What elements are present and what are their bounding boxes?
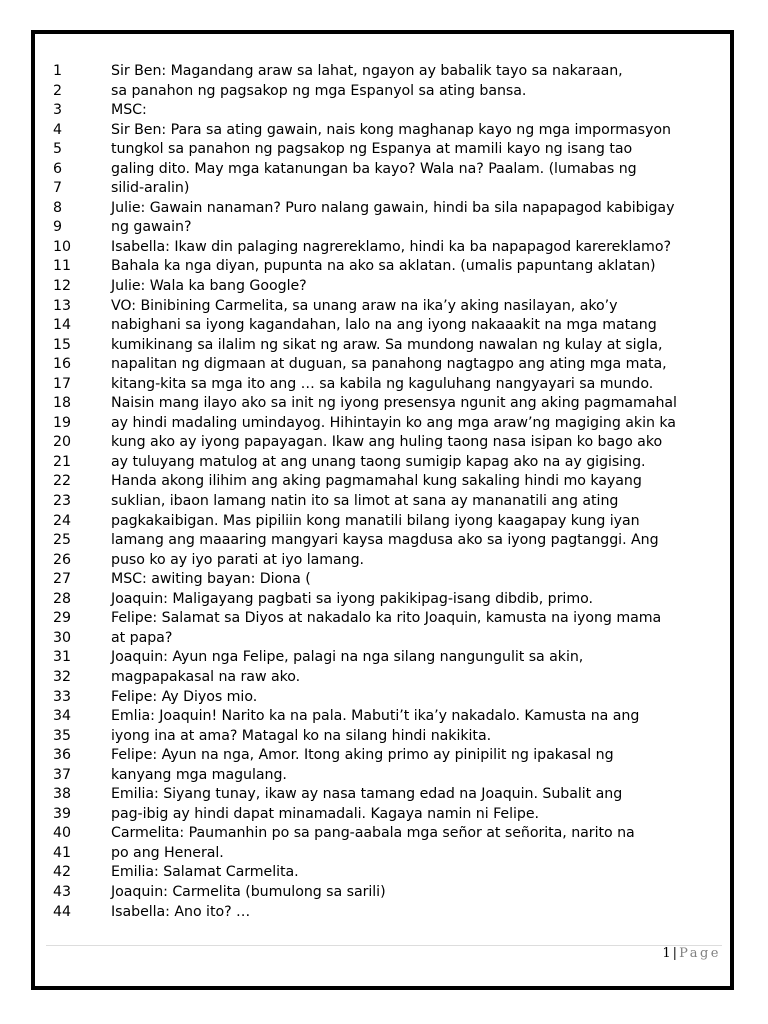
line-number: 25 [53,532,72,549]
line-number: 15 [53,336,72,353]
line-number: 26 [53,551,72,568]
line-text: ay tuluyang matulog at ang unang taong sumigip kapag ako na ay gigising. [111,453,646,470]
line-text: Isabella: Ano ito? … [111,903,251,920]
line-number: 12 [53,278,72,295]
line-number: 24 [53,512,72,529]
script-line [53,140,743,160]
line-text: silid-aralin) [111,180,190,197]
line-number: 20 [53,434,72,451]
line-text: ay hindi madaling umindayog. Hihintayin ko ang mga araw’ng magiging akin ka [111,414,676,431]
line-text: Isabella: Ikaw din palaging nagrereklamo, hindi ka ba napapagod karereklamo? [111,238,671,255]
line-text: puso ko ay iyo parati at iyo lamang. [111,551,365,568]
line-number: 34 [53,708,72,725]
line-text: Carmelita: Paumanhin po sa pang-aabala mga señor at señorita, narito na [111,825,635,842]
script-line [53,472,743,492]
line-text: Julie: Wala ka bang Google? [111,278,307,295]
script-line [53,688,743,708]
script-line [53,590,743,610]
script-line [53,433,743,453]
script-line [53,766,743,786]
script-line [53,707,743,727]
line-number: 29 [53,610,72,627]
script-line [53,824,743,844]
script-line [53,746,743,766]
script-line [53,551,743,571]
script-line [53,82,743,102]
line-text: Joaquin: Ayun nga Felipe, palagi na nga silang nangungulit sa akin, [111,649,584,666]
line-text: Emilia: Siyang tunay, ikaw ay nasa tamang edad na Joaquin. Subalit ang [111,786,623,803]
line-text: Sir Ben: Para sa ating gawain, nais kong maghanap kayo ng mga impormasyon [111,121,671,138]
line-text: galing dito. May mga katanungan ba kayo? Wala na? Paalam. (lumabas ng [111,160,637,177]
line-text: Emilia: Salamat Carmelita. [111,864,299,881]
script-line [53,648,743,668]
line-number: 41 [53,844,72,861]
line-text: iyong ina at ama? Matagal ko na silang hindi nakikita. [111,727,492,744]
line-text: Joaquin: Carmelita (bumulong sa sarili) [111,883,386,900]
line-text: nabighani sa iyong kagandahan, lalo na ang iyong nakaaakit na mga matang [111,317,657,334]
line-number: 19 [53,414,72,431]
line-number: 28 [53,590,72,607]
line-number: 35 [53,727,72,744]
line-number: 3 [53,102,63,119]
line-number: 33 [53,688,72,705]
line-number: 2 [53,82,63,99]
script-line [53,394,743,414]
line-number: 37 [53,766,72,783]
script-line [53,629,743,649]
line-number: 31 [53,649,72,666]
script-line [53,903,743,923]
script-line [53,414,743,434]
line-text: Handa akong ilihim ang aking pagmamahal kung sakaling hindi mo kayang [111,473,642,490]
page-separator: | [672,946,678,961]
line-text: kanyang mga magulang. [111,766,287,783]
line-number: 1 [53,63,63,79]
line-text: MSC: [111,102,147,119]
script-line [53,257,743,277]
page-number: 1 [662,946,671,961]
script-line [53,160,743,180]
line-text: po ang Heneral. [111,844,224,861]
line-number: 23 [53,493,72,510]
line-number: 36 [53,747,72,764]
line-number: 27 [53,571,72,588]
script-line [53,101,743,121]
line-number: 22 [53,473,72,490]
line-text: Felipe: Ay Diyos mio. [111,688,258,705]
script-line [53,453,743,473]
script-line [53,844,743,864]
line-number: 13 [53,297,72,314]
script-line [53,375,743,395]
script-line [53,805,743,825]
line-number: 5 [53,141,63,158]
line-number: 18 [53,395,72,412]
line-number: 10 [53,238,72,255]
line-number: 39 [53,805,72,822]
script-line [53,218,743,238]
line-text: pagkakaibigan. Mas pipiliin kong manatili bilang iyong kaagapay kung iyan [111,512,640,529]
line-number: 8 [53,199,63,216]
script-line [53,316,743,336]
line-number: 7 [53,180,63,197]
line-number: 40 [53,825,72,842]
line-text: Julie: Gawain nanaman? Puro nalang gawain, hindi ba sila napapagod kabibigay [111,199,675,216]
script-line [53,785,743,805]
line-number: 17 [53,375,72,392]
line-text: napalitan ng digmaan at duguan, sa panahong nagtagpo ang ating mga mata, [111,356,667,373]
line-text: kumikinang sa ilalim ng sikat ng araw. Sa mundong nawalan ng kulay at sigla, [111,336,663,353]
line-number: 42 [53,864,72,881]
line-text: tungkol sa panahon ng pagsakop ng Espanya at mamili kayo ng isang tao [111,141,633,158]
script-lines [53,62,743,922]
script-line [53,277,743,297]
line-text: at papa? [111,629,173,646]
line-number: 4 [53,121,63,138]
line-text: Emlia: Joaquin! Narito ka na pala. Mabuti’t ika’y nakadalo. Kamusta na ang [111,708,640,725]
script-line [53,570,743,590]
line-number: 21 [53,453,72,470]
line-text: sa panahon ng pagsakop ng mga Espanyol sa ating bansa. [111,82,527,99]
script-line [53,727,743,747]
line-text: pag-ibig ay hindi dapat minamadali. Kagaya namin ni Felipe. [111,805,539,822]
script-line [53,883,743,903]
line-text: lamang ang maaaring mangyari kaysa magdusa ako sa iyong pagtanggi. Ang [111,532,659,549]
script-line [53,179,743,199]
page-label: Page [679,946,721,961]
script-line [53,492,743,512]
script-line [53,863,743,883]
script-line [53,121,743,141]
line-number: 6 [53,160,63,177]
line-text: Felipe: Salamat sa Diyos at nakadalo ka rito Joaquin, kamusta na iyong mama [111,610,662,627]
line-number: 38 [53,786,72,803]
line-text: Bahala ka nga diyan, pupunta na ako sa aklatan. (umalis papuntang aklatan) [111,258,656,275]
line-number: 30 [53,629,72,646]
line-text: Felipe: Ayun na nga, Amor. Itong aking primo ay pinipilit ng ipakasal ng [111,747,614,764]
line-number: 11 [53,258,72,275]
script-line [53,62,743,82]
script-line [53,355,743,375]
line-text: ng gawain? [111,219,192,236]
line-number: 43 [53,883,72,900]
script-line [53,238,743,258]
script-line [53,336,743,356]
line-text: MSC: awiting bayan: Diona ( [111,571,311,588]
line-number: 32 [53,668,72,685]
line-text: kung ako ay iyong papayagan. Ikaw ang huling taong nasa isipan ko bago ako [111,434,663,451]
script-line [53,297,743,317]
line-text: kitang-kita sa mga ito ang … sa kabila ng kaguluhang nangyayari sa mundo. [111,375,654,392]
line-text: VO: Binibining Carmelita, sa unang araw na ika’y aking nasilayan, ako’y [111,297,618,314]
line-number: 44 [53,903,72,920]
line-text: Joaquin: Maligayang pagbati sa iyong pakikipag-isang dibdib, primo. [111,590,593,607]
line-number: 14 [53,317,72,334]
page-footer [662,946,721,961]
script-line [53,512,743,532]
line-text: Naisin mang ilayo ako sa init ng iyong presensya ngunit ang aking pagmamahal [111,395,677,412]
footer-divider [46,945,722,946]
line-text: magpapakasal na raw ako. [111,668,301,685]
line-number: 9 [53,219,63,236]
script-line [53,531,743,551]
script-line [53,668,743,688]
line-number: 16 [53,356,72,373]
script-line [53,609,743,629]
script-line [53,199,743,219]
line-text: suklian, ibaon lamang natin ito sa limot at sana ay mananatili ang ating [111,493,619,510]
line-text: Sir Ben: Magandang araw sa lahat, ngayon ay babalik tayo sa nakaraan, [111,63,623,79]
